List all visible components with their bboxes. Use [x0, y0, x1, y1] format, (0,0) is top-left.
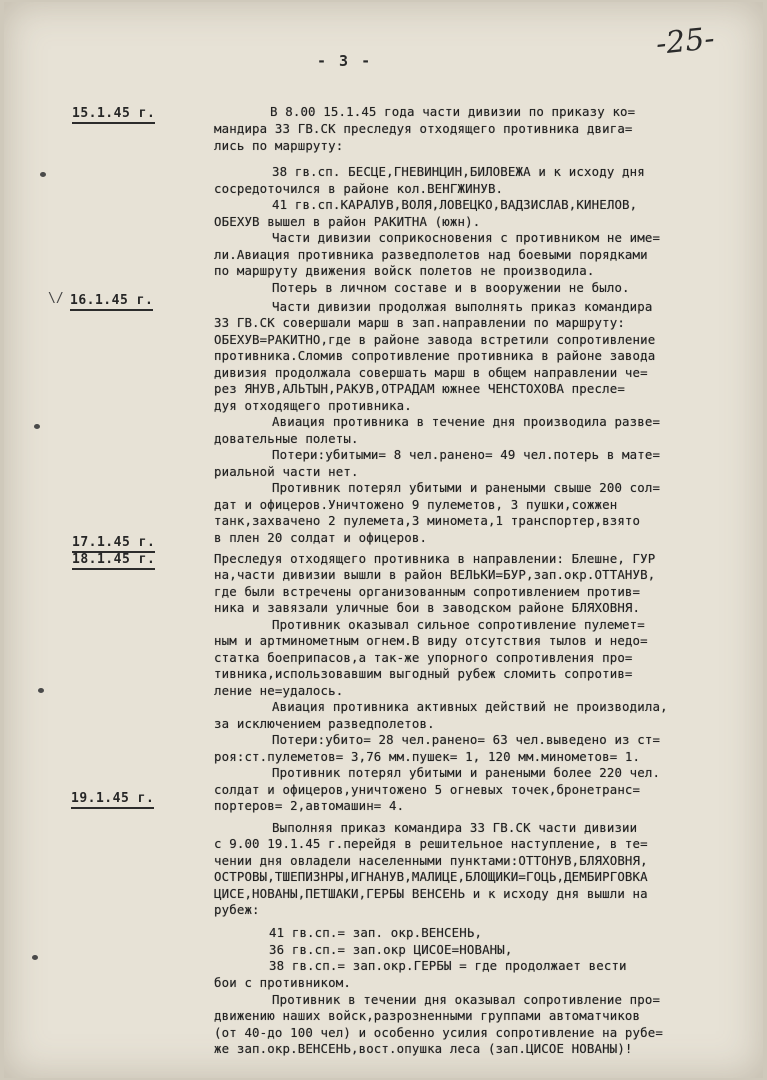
text-line: Противник потерял убитыми и ранеными свыше 200 сол= [272, 480, 661, 495]
text-line: 38 гв.сп. БЕСЦЕ,ГНЕВИНЦИН,БИЛОВЕЖА и к исходу дня [272, 164, 645, 179]
text-line: Преследуя отходящего противника в направлении: Блешне, ГУР [214, 551, 656, 566]
punch-hole-mark [34, 424, 40, 429]
text-line: в плен 20 солдат и офицеров. [214, 530, 428, 545]
date-label: 17.1.45 г. [72, 535, 155, 553]
date-label: 18.1.45 г. [72, 552, 155, 570]
text-line: ОБЕХУВ вышел в район РАКИТНА (южн). [214, 214, 481, 229]
text-line: тивника,использовавшим выгодный рубеж сломить сопротив= [214, 666, 633, 681]
date-label: 19.1.45 г. [71, 791, 154, 809]
text-line: В 8.00 15.1.45 года части дивизии по приказу ко= [270, 104, 636, 119]
text-line: ли.Авиация противника разведполетов над боевыми порядками [214, 247, 648, 262]
text-line: ным и артминометным огнем.В виду отсутствия тылов и недо= [214, 633, 648, 648]
text-line: где были встречены организованным сопротивлением против= [214, 584, 641, 599]
text-line: довательные полеты. [214, 431, 359, 446]
text-line: Выполняя приказ командира 33 ГВ.СК части дивизии [272, 820, 638, 835]
date-label: 16.1.45 г. [70, 293, 153, 311]
text-line: (от 40-до 100 чел) и особенно усилия сопротивление на рубе= [214, 1025, 663, 1040]
text-line: за исключением разведполетов. [214, 716, 435, 731]
text-line: 33 ГВ.СК совершали марш в зап.направлении по маршруту: [214, 315, 625, 330]
text-line: лись по маршруту: [214, 138, 344, 153]
text-line: роя:ст.пулеметов= 3,76 мм.пушек= 1, 120 мм.минометов= 1. [214, 749, 641, 764]
text-line: по маршруту движения войск полетов не производила. [214, 263, 595, 278]
text-line: риальной части нет. [214, 464, 359, 479]
text-line: Противник потерял убитыми и ранеными более 220 чел. [272, 765, 661, 780]
punch-hole-mark [32, 955, 38, 960]
archive-page-number: -25- [654, 21, 717, 62]
text-line: рубеж: [214, 902, 260, 917]
text-line: Авиация противника активных действий не производила, [272, 699, 668, 714]
text-line: 38 гв.сп.= зап.окр.ГЕРБЫ = где продолжает вести [269, 958, 627, 973]
text-line: движению наших войск,разрозненными группами автоматчиков [214, 1008, 641, 1023]
text-line: бои с противником. [214, 975, 351, 990]
text-line: портеров= 2,автомашин= 4. [214, 798, 405, 813]
text-line: ника и завязали уличные бои в заводском районе БЛЯХОВНЯ. [214, 600, 641, 615]
text-line: мандира 33 ГВ.СК преследуя отходящего противника двига= [214, 121, 633, 136]
text-line: ЦИСЕ,НОВАНЫ,ПЕТШАКИ,ГЕРБЫ ВЕНСЕНЬ и к исходу дня вышли на [214, 886, 648, 901]
text-line: на,части дивизии вышли в район ВЕЛЬКИ=БУР,зап.окр.ОТТАНУВ, [214, 567, 656, 582]
text-line: дуя отходящего противника. [214, 398, 412, 413]
text-line: Авиация противника в течение дня производила разве= [272, 414, 661, 429]
text-line: 41 гв.сп.= зап. окр.ВЕНСЕНЬ, [269, 925, 483, 940]
text-line: ОБЕХУВ=РАКИТНО,где в районе завода встретили сопротивление [214, 332, 656, 347]
text-line: Потерь в личном составе и в вооружении не было. [272, 280, 630, 295]
text-line: Потери:убитыми= 8 чел.ранено= 49 чел.потерь в мате= [272, 447, 661, 462]
text-line: ление не=удалось. [214, 683, 344, 698]
text-line: танк,захвачено 2 пулемета,3 миномета,1 транспортер,взято [214, 513, 641, 528]
document-page [4, 2, 763, 1078]
text-line: дивизия продолжала совершать марш в общем направлении че= [214, 365, 648, 380]
text-line: статка боеприпасов,а так-же упорного сопротивления про= [214, 650, 633, 665]
text-line: противника.Сломив сопротивление противника в районе завода [214, 348, 656, 363]
text-line: чении дня овладели населенными пунктами:ОТТОНУВ,БЛЯХОВНЯ, [214, 853, 648, 868]
punch-hole-mark [38, 688, 44, 693]
punch-hole-mark [40, 172, 46, 177]
margin-tick-mark: \/ [48, 291, 64, 306]
text-line: Противник оказывал сильное сопротивление пулемет= [272, 617, 645, 632]
text-line: Части дивизии соприкосновения с противником не име= [272, 230, 661, 245]
text-line: Части дивизии продолжая выполнять приказ командира [272, 299, 653, 314]
text-line: же зап.окр.ВЕНСЕНЬ,вост.опушка леса (зап.ЦИСОЕ НОВАНЫ)! [214, 1041, 633, 1056]
text-line: рез ЯНУВ,АЛЬТЫН,РАКУВ,ОТРАДАМ южнее ЧЕНСТОХОВА пресле= [214, 381, 625, 396]
text-line: сосредоточился в районе кол.ВЕНГЖИНУВ. [214, 181, 504, 196]
page-number: - 3 - [317, 52, 373, 70]
text-line: Противник в течении дня оказывал сопротивление про= [272, 992, 661, 1007]
text-line: дат и офицеров.Уничтожено 9 пулеметов, 3 пушки,сожжен [214, 497, 618, 512]
text-line: с 9.00 19.1.45 г.перейдя в решительное наступление, в те= [214, 836, 648, 851]
text-line: ОСТРОВЫ,ТШЕПИЗНРЫ,ИГНАНУВ,МАЛИЦЕ,БЛОЩИКИ=ГОЦЬ,ДЕМБИРГОВКА [214, 869, 648, 884]
text-line: 36 гв.сп.= зап.окр ЦИСОЕ=НОВАНЫ, [269, 942, 513, 957]
text-line: солдат и офицеров,уничтожено 5 огневых точек,бронетранс= [214, 782, 641, 797]
text-line: Потери:убито= 28 чел.ранено= 63 чел.выведено из ст= [272, 732, 661, 747]
text-line: 41 гв.сп.КАРАЛУВ,ВОЛЯ,ЛОВЕЦКО,ВАДЗИСЛАВ,КИНЕЛОВ, [272, 197, 638, 212]
date-label: 15.1.45 г. [72, 106, 155, 124]
